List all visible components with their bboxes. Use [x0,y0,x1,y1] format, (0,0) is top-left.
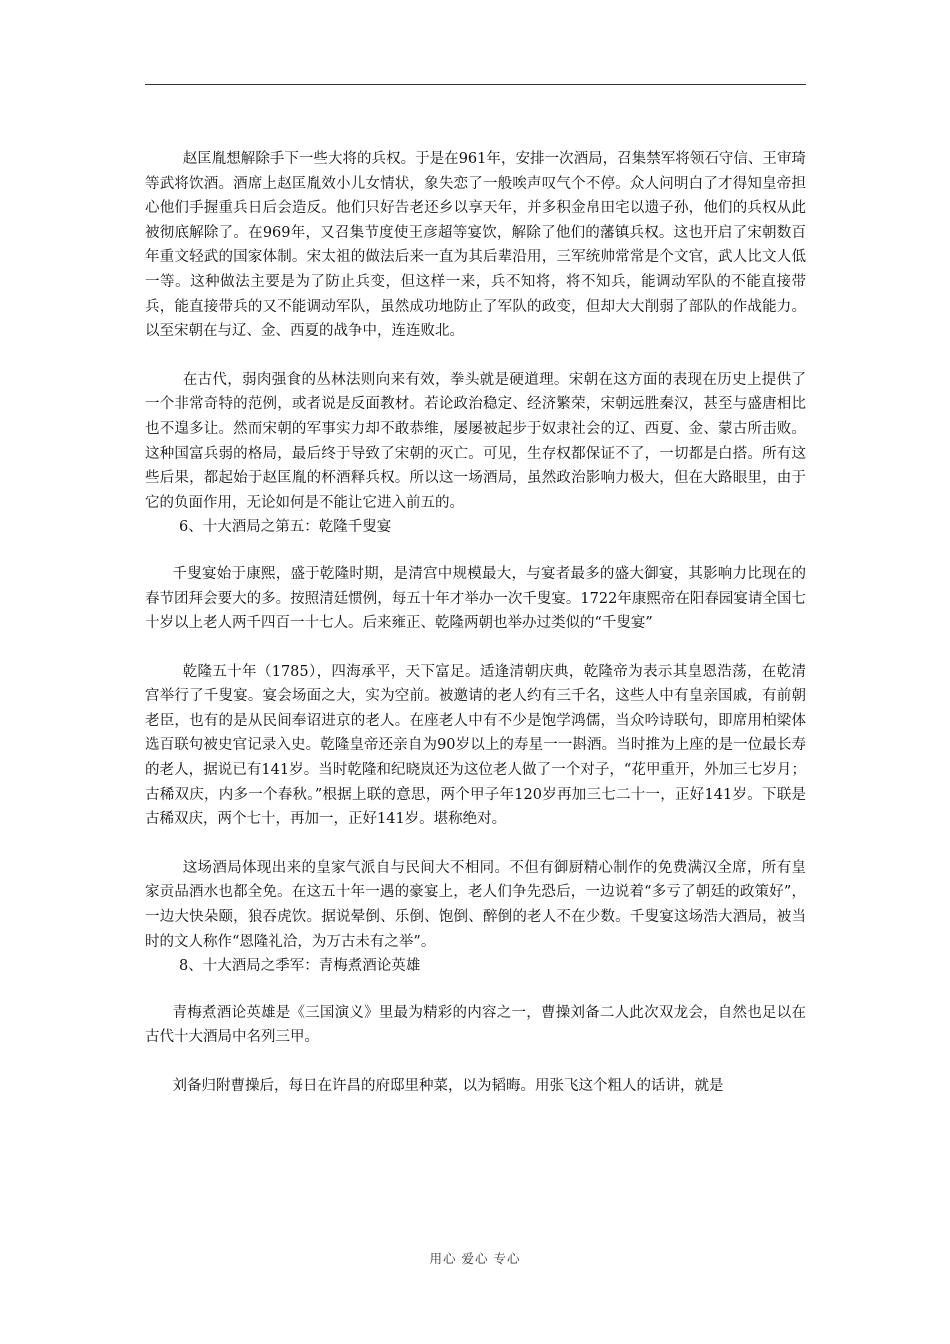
paragraph-ancient-law: 在古代，弱肉强食的丛林法则向来有效，拳头就是硬道理。宋朝在这方面的表现在历史上提供了一个非常奇特的范例，或者说是反面教材。若论政治稳定、经济繁荣，宋朝远胜秦汉，甚至与盛唐相比也不遑多让。然而宋朝的军事实力却不敢恭维，屡屡被起步于奴隶社会的辽、西夏、金、蒙古所击败。这种国富兵弱的格局，最后终于导致了宋朝的灭亡。可见，生存权都保证不了，一切都是白搭。所有这些后果，都起始于赵匡胤的杯酒释兵权。所以这一场酒局，虽然政治影响力极大，但在大路眼里，由于它的负面作用，无论如何是不能让它进入前五的。 [145,371,806,511]
section-heading-green-plum: 8、十大酒局之季军：青梅煮酒论英雄 [179,958,421,975]
header-rule [145,84,806,85]
paragraph-liu-bei: 刘备归附曹操后，每日在许昌的府邸里种菜，以为韬晦。用张飞这个粗人的话讲，就是 [172,1078,724,1094]
paragraph-qiansou-origin: 千叟宴始于康熙，盛于乾隆时期，是清宫中规模最大，与宴者最多的盛大御宴，其影响力比现在的春节团拜会要大的多。按照清廷惯例，每五十年才举办一次千叟宴。1722年康熙帝在阳春园宴请全国七十岁以上老人两千四百一十七人。后来雍正、乾隆两朝也举办过类似的“千叟宴” [145,565,806,632]
paragraph-qianlong-fifty: 乾隆五十年（1785），四海承平，天下富足。适逢清朝庆典，乾隆帝为表示其皇恩浩荡，在乾清宫举行了千叟宴。宴会场面之大，实为空前。被邀请的老人约有三千名，这些人中有皇亲国戚，有前朝老臣，也有的是从民间奉诏进京的老人。在座老人中有不少是饱学鸿儒，当众吟诗联句，即席用柏梁体选百联句被史官记录入史。乾隆皇帝还亲自为90岁以上的寿星一一斟酒。当时推为上座的是一位最长寿的老人，据说已有141岁。当时乾隆和纪晓岚还为这位老人做了一个对子，“花甲重开，外加三七岁月；古稀双庆，内多一个春秋。”根据上联的意思，两个甲子年120岁再加三七二十一，正好141岁。下联是古稀双庆，两个七十，再加一，正好141岁。堪称绝对。 [145,663,806,828]
document-body [145,147,806,1099]
paragraph-zhao-kuangyin: 赵匡胤想解除手下一些大将的兵权。于是在961年，安排一次酒局，召集禁军将领石守信、王审琦等武将饮酒。酒席上赵匡胤效小儿女情状，象失恋了一般唉声叹气个不停。众人问明白了才得知皇帝担心他们手握重兵日后会造反。他们只好告老还乡以享天年，并多积金帛田宅以遗子孙，他们的兵权从此被彻底解除了。在969年，又召集节度使王彦超等宴饮，解除了他们的藩镇兵权。这也开启了宋朝数百年重文轻武的国家体制。宋太祖的做法后来一直为其后辈沿用，三军统帅常常是个文官，武人比文人低一等。这种做法主要是为了防止兵变，但这样一来，兵不知将，将不知兵，能调动军队的不能直接带兵，能直接带兵的又不能调动军队，虽然成功地防止了军队的政变，但却大大削弱了部队的作战能力。以至宋朝在与辽、金、西夏的战争中，连连败北。 [145,151,806,340]
paragraph-royal-style: 这场酒局体现出来的皇家气派自与民间大不相同。不但有御厨精心制作的免费满汉全席，所有皇家贡品酒水也都全免。在这五十年一遇的豪宴上，老人们争先恐后，一边说着“多亏了朝廷的政策好”，一边大快朵颐，狼吞虎饮。据说晕倒、乐倒、饱倒、醉倒的老人不在少数。千叟宴这场浩大酒局，被当时的文人称作“恩隆礼洽，为万古未有之举”。 [145,859,806,950]
section-heading-qianlong-banquet: 6、十大酒局之第五：乾隆千叟宴 [179,519,392,536]
page-footer: 用心 爱心 专心 [429,1251,521,1266]
paragraph-green-plum-intro: 青梅煮酒论英雄是《三国演义》里最为精彩的内容之一，曹操刘备二人此次双龙会，自然也足以在古代十大酒局中名列三甲。 [145,1004,806,1046]
